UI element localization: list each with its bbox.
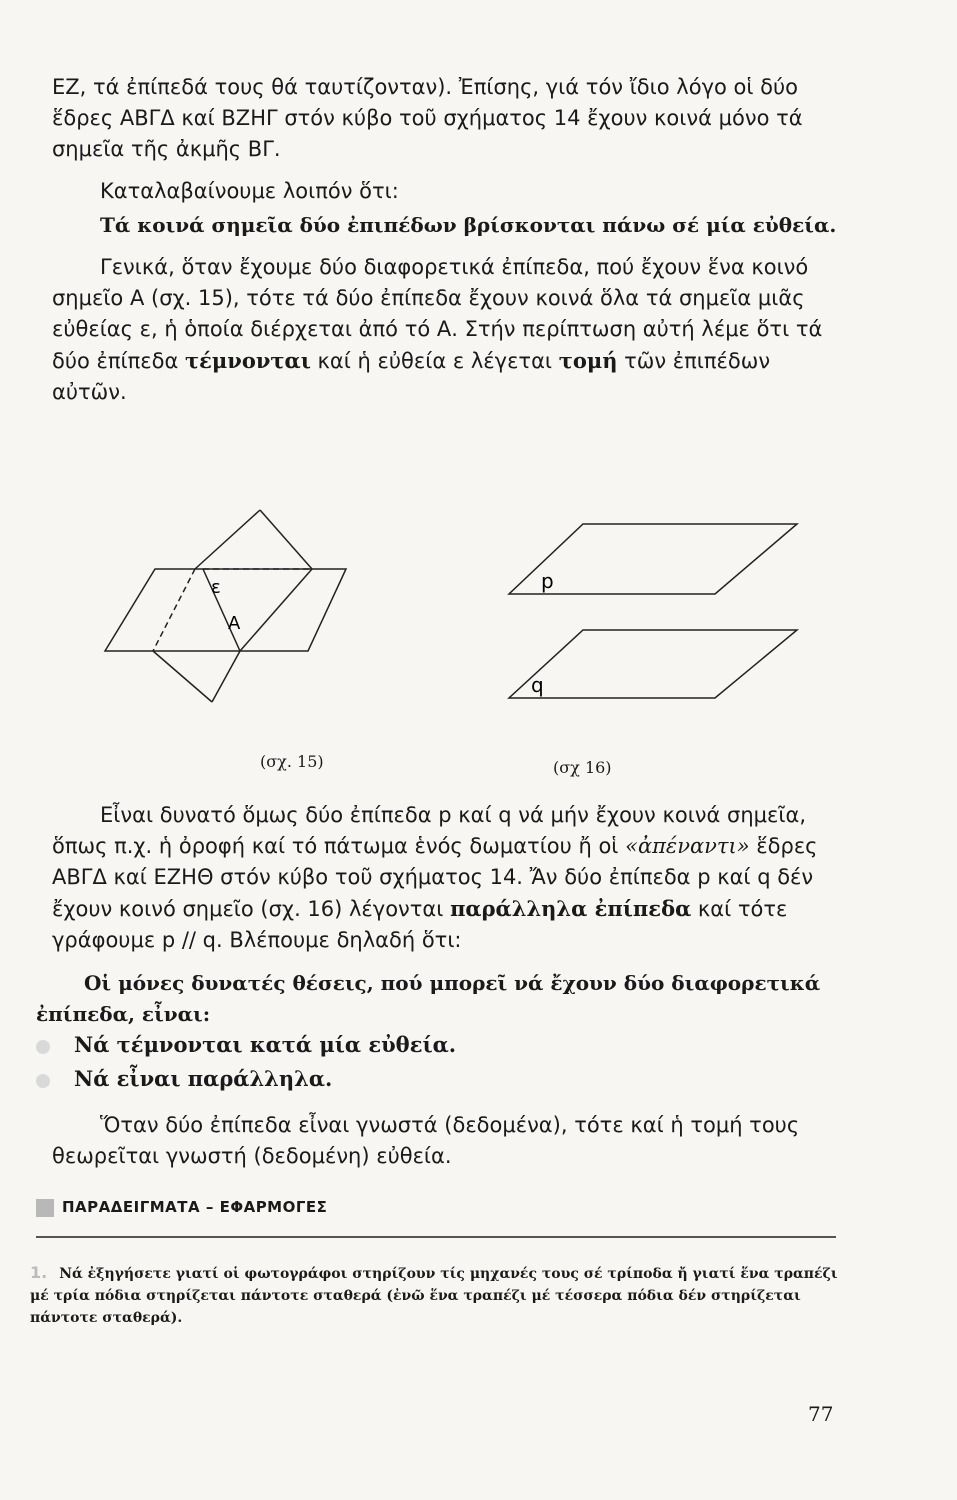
paragraph-known-intersection: Ὅταν δύο ἐπίπεδα εἶναι γνωστά (δεδομένα), τότε καί ἡ τομή τους θεωρεῖται γνωστή (δεδομένη) εὐθεία. <box>52 1113 800 1168</box>
section-heading <box>36 1198 836 1217</box>
vertical-plane-top-right-edge <box>260 510 312 569</box>
hidden-edge-left <box>153 569 195 651</box>
theorem-common-points-line: Τά κοινά σημεῖα δύο ἐπιπέδων βρίσκονται πάνω σέ μία εὐθεία. <box>100 213 837 237</box>
figure-15-intersecting-planes <box>100 505 360 705</box>
label-plane-p: p <box>541 569 554 593</box>
figure-16-caption: (σχ 16) <box>553 758 612 777</box>
term-opposite: «ἀπέναντι» <box>625 834 750 858</box>
label-line-e: ε <box>211 577 221 598</box>
bullet-dot-icon <box>36 1074 50 1088</box>
theorem-possible-positions: Οἱ μόνες δυνατές θέσεις, πού μπορεῖ νά ἔχουν δύο διαφορετικά ἐπίπεδα, εἶναι: <box>36 971 821 1026</box>
bullet-item-parallel <box>36 1066 332 1091</box>
horizontal-plane-shape <box>105 569 346 651</box>
paragraph-parallel-text-b: ἕδρες ΑΒΓΔ καί ΕΖΗΘ στόν κύβο τοῦ σχήματος 14. Ἄν δύο ἐπίπεδα p καί q δέν ἔχουν κοινό σημεῖο (σχ. 16) λέγονται <box>52 834 818 921</box>
paragraph-intersecting-text-b: καί ἡ εὐθεία ε λέγεται <box>310 349 559 373</box>
label-plane-q: q <box>531 673 544 697</box>
paragraph-we-understand: Καταλαβαίνουμε λοιπόν ὅτι: <box>100 179 399 203</box>
bullet-text: Νά εἶναι παράλληλα. <box>74 1066 333 1091</box>
intersection-line <box>203 569 240 651</box>
term-intersection: τομή <box>558 348 618 373</box>
section-divider <box>36 1236 836 1238</box>
plane-q-shape <box>509 630 797 698</box>
paragraph-parallel-text-c: καί τότε γράφουμε p // q. Βλέπουμε δηλαδή ὅτι: <box>52 897 788 952</box>
bullet-dot-icon <box>36 1040 50 1054</box>
bullet-item-intersect <box>36 1032 456 1057</box>
vertical-plane-bottom-right-edge <box>212 651 240 702</box>
paragraph-parallel-text-a: Εἶναι δυνατό ὅμως δύο ἐπίπεδα p καί q νά μήν ἔχουν κοινά σημεῖα, ὅπως π.χ. ἡ ὀροφή καί τό πάτωμα ἑνός δωματίου ἤ οἱ <box>52 803 807 858</box>
paragraph-intersecting-text-a: Γενικά, ὅταν ἔχουμε δύο διαφορετικά ἐπίπεδα, πού ἔχουν ἕνα κοινό σημεῖο Α (σχ. 15), τότε τά δύο ἐπίπεδα ἔχουν κοινά ὅλα τά σημεῖα μιᾶς εὐθείας ε, ἡ ὁποία διέρχεται ἀπό τό Α. Στήν περίπτωση αὐτή λέμε ὅτι τά δύο ἐπίπεδα <box>52 255 823 373</box>
page-number: 77 <box>808 1402 834 1426</box>
vertical-plane-top-left-edge <box>195 510 260 569</box>
figure-15-caption: (σχ. 15) <box>260 752 324 771</box>
paragraph-faces-common-edge: ΕΖ, τά ἐπίπεδά τους θά ταυτίζονταν). Ἐπίσης, γιά τόν ἴδιο λόγο οἱ δύο ἕδρες ΑΒΓΔ καί ΒΖΗΓ στόν κύβο τοῦ σχήματος 14 ἔχουν κοινά μόνο τά σημεῖα τῆς ἀκμῆς ΒΓ. <box>52 75 803 161</box>
term-intersect: τέμνονται <box>184 348 311 373</box>
front-edge-right <box>240 569 312 651</box>
bullet-text: Νά τέμνονται κατά μία εὐθεία. <box>74 1032 457 1057</box>
paragraph-intersecting-text-c: τῶν ἐπιπέδων αὐτῶν. <box>52 349 771 404</box>
exercise-number: 1. <box>30 1263 48 1282</box>
term-parallel-planes: παράλληλα ἐπίπεδα <box>450 896 692 921</box>
paragraph-parallel-planes <box>52 800 842 956</box>
section-square-icon <box>36 1199 54 1217</box>
label-point-A: Α <box>228 613 241 634</box>
section-title: ΠΑΡΑΔΕΙΓΜΑΤΑ – ΕΦΑΡΜΟΓΕΣ <box>62 1198 328 1216</box>
exercise-text: Νά ἐξηγήσετε γιατί οἱ φωτογράφοι στηρίζουν τίς μηχανές τους σέ τρίποδα ἤ γιατί ἕνα τραπέζι μέ τρία πόδια στηρίζεται πάντοτε σταθερά (ἐνῶ ἕνα τραπέζι μέ τέσσερα πόδια δέν στηρίζεται πάντοτε σταθερά). <box>30 1266 838 1326</box>
figure-16-parallel-planes <box>505 518 805 708</box>
vertical-plane-bottom-left-edge <box>153 651 212 702</box>
exercise-1 <box>30 1262 842 1329</box>
paragraph-intersecting-planes <box>52 252 842 408</box>
